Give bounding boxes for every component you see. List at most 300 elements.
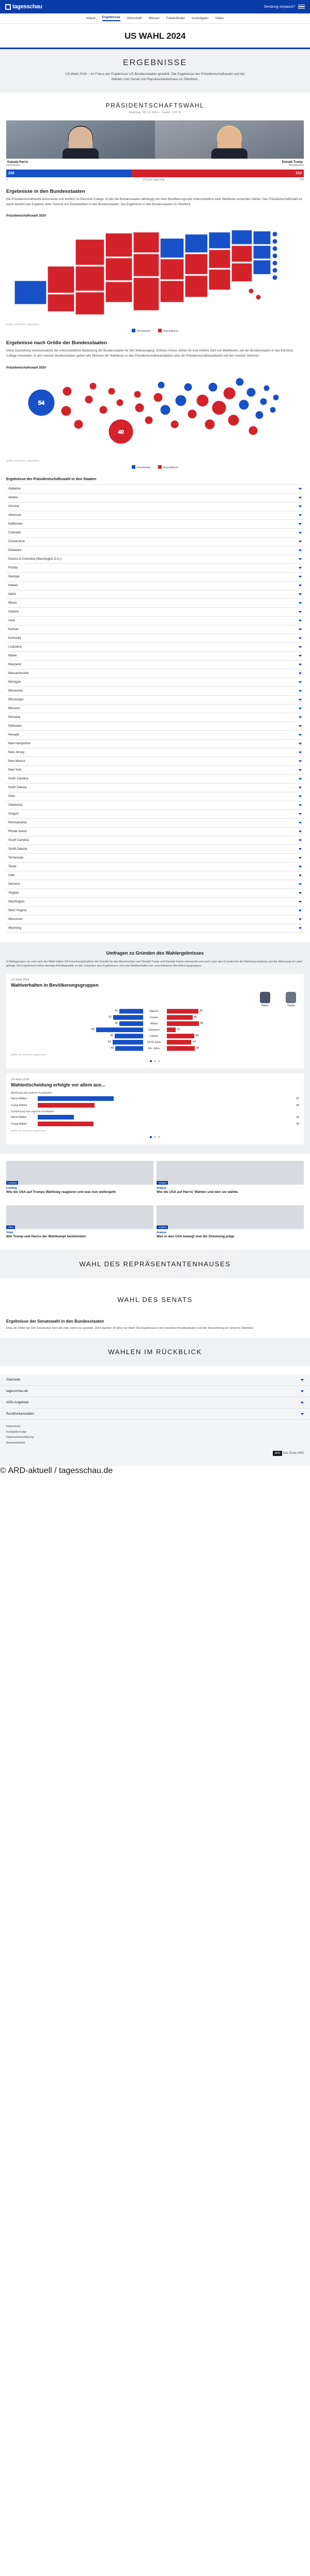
senate-note [0, 1314, 310, 1331]
voting-behaviour-row [11, 1034, 299, 1038]
decision-row-label: Harris-Wähler [11, 1115, 27, 1119]
chevron-down-icon [299, 655, 302, 657]
decision-row-label: Harris-Wähler [11, 1097, 27, 1100]
decision-bar [38, 1122, 94, 1126]
footer-copyright: © ARD-aktuell / tagesschau.de [0, 1466, 113, 1476]
harris-bar-wrap [11, 1009, 143, 1014]
main-nav [0, 13, 310, 24]
map-legend-2 [0, 462, 310, 469]
state-accordion-label: Virginia [8, 891, 19, 895]
trump-bar-wrap [167, 1021, 299, 1026]
state-accordion-item[interactable] [6, 819, 304, 827]
decision-reason-chart [11, 1092, 299, 1126]
state-accordion-label: Utah [8, 873, 15, 877]
state-accordion-item[interactable] [6, 581, 304, 590]
poll-carousel-dots[interactable] [11, 1056, 299, 1062]
trump-bar [167, 1009, 198, 1014]
chevron-down-icon [299, 532, 302, 534]
polls-band [0, 942, 310, 1154]
polls-text: In Befragungen vor und nach der Wahl haben US-Forschungsinstitute die Gründe für das Abschneiden von Donald Trump und Kamala Harris untersucht und auch nach den Gründen für die Wahlentscheidung und die Stimmung im Land gefragt. Die Ergebnisse hellen wichtige Anhaltspunkte zu den Ursachen des Ergebnisses und zum Wahlverhalten der verschiedenen Bevölkerungsgruppen. [6, 960, 302, 968]
category-label: 65+ Jahre [148, 1047, 160, 1050]
teaser-3[interactable] [157, 1205, 304, 1239]
presidential-header [0, 93, 310, 116]
trump-bar-wrap [167, 1028, 299, 1032]
state-accordion-label: North Carolina [8, 777, 28, 780]
chevron-down-icon [301, 1379, 304, 1381]
chevron-down-icon [299, 787, 302, 789]
candidate-harris-photo [6, 120, 155, 159]
chevron-down-icon [299, 918, 302, 921]
decision-bar [38, 1115, 74, 1120]
state-accordion-label: Ohio [8, 794, 15, 798]
state-accordion-label: Rhode Island [8, 830, 27, 833]
results-heading: ERGEBNISSE [122, 58, 188, 67]
ev-scale-mid: 270 zum Sieg nötig [142, 178, 165, 182]
house-band [0, 1250, 310, 1278]
chevron-down-icon [299, 769, 302, 771]
menu-icon[interactable] [298, 5, 305, 9]
footer-meta-3[interactable]: Barrierefreiheit [6, 1441, 25, 1445]
state-accordion-label: Kalifornien [8, 522, 23, 526]
carousel-dot-2[interactable] [154, 1060, 156, 1062]
decision-reason-row [11, 1115, 299, 1120]
carousel2-dot-3[interactable] [158, 1136, 160, 1138]
chevron-down-icon [299, 497, 302, 499]
state-accordion-item[interactable] [6, 863, 304, 871]
teaser-1-kicker: Analyse [157, 1187, 167, 1190]
size-textblock [0, 333, 310, 361]
missed-broadcast-link[interactable]: Sendung verpasst? [264, 5, 295, 9]
state-accordion-item[interactable] [6, 529, 304, 538]
footer-link-0-label: Startseite [6, 1378, 21, 1382]
voting-behaviour-chart [11, 1009, 299, 1051]
state-accordion-label: South Dakota [8, 847, 27, 851]
footer-meta-0[interactable]: Impressum [6, 1425, 21, 1429]
state-accordion-item[interactable] [6, 678, 304, 687]
category-label: Frauen [150, 1016, 158, 1019]
teaser-2-badge: Video [6, 1225, 15, 1229]
teaser-0-thumb [6, 1161, 153, 1185]
state-accordion-label: Georgia [8, 575, 20, 578]
state-accordion-item[interactable] [6, 871, 304, 880]
state-accordion-item[interactable] [6, 784, 304, 792]
results-intro-text: US-Wahl 2024 – Im Fokus der Ergebnisse US-Bundesstaaten gewählt. Die Ergebnisse der Präsidentschaftswahl und der Wahlen zum Senat und Repräsentantenhaus im Überblick. [65, 72, 245, 82]
state-accordion-label: North Dakota [8, 786, 27, 789]
state-accordion-item[interactable] [6, 845, 304, 854]
us-map-svg [6, 219, 304, 322]
category-label: 18-29 Jahre [147, 1040, 161, 1044]
chevron-down-icon [299, 699, 302, 701]
state-accordion-label: Nevada [8, 733, 19, 737]
state-accordion-label: Idaho [8, 592, 17, 596]
decision-bar [38, 1103, 95, 1108]
chevron-down-icon [299, 514, 302, 516]
state-accordion-item[interactable] [6, 564, 304, 573]
footer-link-3[interactable] [0, 1408, 310, 1420]
legend2-republicans: Republikaner [158, 465, 178, 469]
state-accordion-item[interactable] [6, 696, 304, 704]
decision-row-label: Trump-Wähler [11, 1103, 27, 1107]
state-accordion-item[interactable] [6, 546, 304, 555]
states-heading: Ergebnisse in den Bundesstaaten [6, 189, 85, 195]
state-accordion-item[interactable] [6, 608, 304, 617]
chevron-down-icon [299, 734, 302, 736]
decision-value: 67 [296, 1097, 299, 1100]
presidential-subtitle: Wahltag: 05.11.2024 / Stand: 100 % [129, 111, 181, 115]
footer-link-1-label: tagesschau.de [6, 1389, 28, 1393]
harris-bar-wrap [11, 1015, 143, 1020]
teaser-0-badge: Liveblog [6, 1181, 18, 1185]
site-logo[interactable] [5, 4, 42, 10]
size-text: Diese Darstellung veranschaulicht die unterschiedliche Bedeutung der Bundesstaaten für den Wahlausgang. Größere Kreise stehen für eine höhere Zahl von Wahlleuten, die der Bundesstaaten in das Electoral College entsenden. In den meisten Bundesstaaten gehen alle Stimmen der Wahlleute an den Präsidentschaftskandidaten oder die Präsidentschaftskandidatin mit den meisten Stimmen. [6, 349, 293, 358]
harris-value: 53 [109, 1016, 112, 1019]
chevron-down-icon [299, 681, 302, 683]
state-accordion-item[interactable] [6, 801, 304, 810]
senate-title: WAHL DES SENATS [117, 1295, 193, 1304]
chevron-down-icon [299, 523, 302, 525]
teaser-0-title: Wie die USA auf Trumps Wahlsieg reagieren und was nun weitergeht [6, 1190, 116, 1194]
senate-note-heading: Ergebnisse der Senatswahl in den Bundesstaaten [6, 1318, 104, 1324]
candidate-trump-photo [155, 120, 304, 159]
state-accordion-label: Pennsylvania [8, 821, 27, 824]
chevron-down-icon [299, 848, 302, 850]
ev-bar-trump: 312 [131, 170, 304, 177]
nav-item-ergebnisse[interactable]: Ergebnisse [102, 16, 120, 21]
decision-reason-row [11, 1122, 299, 1126]
footer-meta [0, 1420, 310, 1446]
teaser-0[interactable] [6, 1161, 153, 1195]
harris-value: 42 [115, 1022, 118, 1025]
state-accordion-item[interactable] [6, 669, 304, 678]
map-caption-1: Präsidentschaftswahl 2024 [6, 214, 46, 218]
chevron-down-icon [299, 778, 302, 780]
teaser-2[interactable] [6, 1205, 153, 1239]
teaser-2-title: Wie Trump und Harris der Wahlkampf bestimmten [6, 1234, 86, 1238]
state-accordion-label: District of Columbia (Washington D.C.) [8, 557, 61, 561]
category-label: Schwarze [148, 1028, 160, 1032]
chevron-down-icon [299, 672, 302, 674]
chevron-down-icon [299, 708, 302, 710]
chevron-down-icon [299, 690, 302, 692]
map-source-2: Quelle: AP/Reuters, tagesschau [6, 459, 39, 462]
teaser-3-badge: Analyse [157, 1225, 168, 1229]
state-accordion-item[interactable] [6, 740, 304, 748]
harris-bar-wrap [11, 1046, 143, 1051]
chevron-down-icon [299, 875, 302, 877]
chevron-down-icon [301, 1402, 304, 1404]
chevron-down-icon [299, 725, 302, 727]
state-accordion-item[interactable] [6, 836, 304, 845]
state-accordion-item[interactable] [6, 722, 304, 731]
footer-link-0[interactable] [0, 1374, 310, 1386]
state-accordion-label: Montana [8, 715, 21, 719]
state-accordion-label: Delaware [8, 548, 22, 552]
poll-card1-title: Wahlverhalten in Bevölkerungsgruppen [11, 983, 99, 988]
teaser-2-thumb [6, 1205, 153, 1229]
poll-card-voting-behaviour [6, 974, 304, 1068]
decision-group-label: Zustimmung zum eigenen Kandidaten [11, 1110, 55, 1114]
nav-item-5[interactable]: Investigativ [192, 17, 209, 20]
chevron-down-icon [299, 901, 302, 903]
state-accordion-item[interactable] [6, 590, 304, 599]
state-accordion-item[interactable] [6, 643, 304, 652]
map-source-1: Quelle: AP/Reuters, tagesschau [6, 323, 39, 326]
state-accordion-label: Oregon [8, 812, 19, 816]
chevron-down-icon [299, 505, 302, 508]
chevron-down-icon [299, 646, 302, 648]
state-accordion-label: Missouri [8, 707, 20, 710]
state-accordion-item[interactable] [6, 511, 304, 520]
voting-behaviour-row [11, 1009, 299, 1014]
state-accordion-label: Arkansas [8, 513, 22, 517]
states-textblock [0, 181, 310, 209]
trump-bar-wrap [167, 1040, 299, 1045]
chevron-down-icon [299, 567, 302, 569]
footer-link-2-label: ARD-Angebote [6, 1401, 29, 1405]
chevron-down-icon [299, 541, 302, 543]
state-accordion-label: Mississippi [8, 698, 24, 701]
state-accordion-item[interactable] [6, 573, 304, 581]
chevron-down-icon [299, 743, 302, 745]
state-accordion-label: Louisiana [8, 645, 22, 649]
chevron-down-icon [299, 813, 302, 815]
state-accordion-item[interactable] [6, 652, 304, 661]
state-accordion-item[interactable] [6, 538, 304, 546]
poll-card1-source: Quelle: AP VoteCast | tagesschau [11, 1053, 46, 1056]
state-accordion-label: Oklahoma [8, 803, 23, 807]
state-accordion-item[interactable] [6, 634, 304, 643]
state-accordion-item[interactable] [6, 827, 304, 836]
logo-mark-icon [5, 4, 11, 10]
nav-item-0[interactable]: Inland [86, 17, 96, 20]
state-accordion-item[interactable] [6, 898, 304, 907]
decision-row-label: Trump-Wähler [11, 1122, 27, 1126]
overview-title: WAHLEN IM RÜCKBLICK [108, 1348, 202, 1356]
presidential-title: PRÄSIDENTSCHAFTSWAHL [105, 102, 205, 110]
chevron-down-icon [299, 822, 302, 824]
teaser-1-thumb [157, 1161, 304, 1185]
state-accordion-label: New Hampshire [8, 742, 30, 745]
state-accordion-label: Wyoming [8, 926, 21, 930]
state-accordion-label: Kansas [8, 627, 19, 631]
state-accordion-label: Alaska [8, 496, 18, 499]
voting-behaviour-row [11, 1040, 299, 1045]
chevron-down-icon [299, 831, 302, 833]
state-accordion-item[interactable] [6, 924, 304, 933]
state-accordion-label: Kentucky [8, 636, 21, 640]
state-accordion-item[interactable] [6, 687, 304, 696]
category-label: Weiße [150, 1022, 158, 1025]
carousel-dot-3[interactable] [158, 1060, 160, 1062]
harris-bar [113, 1040, 143, 1045]
state-accordion-label: New Jersey [8, 750, 25, 754]
chevron-down-icon [299, 602, 302, 604]
state-accordion-item[interactable] [6, 810, 304, 819]
state-accordion-item[interactable] [6, 494, 304, 502]
state-accordion-item[interactable] [6, 792, 304, 801]
state-accordion-item[interactable] [6, 555, 304, 564]
us-choropleth-map[interactable] [6, 219, 304, 322]
state-accordion-item[interactable] [6, 757, 304, 766]
state-accordion-item[interactable] [6, 854, 304, 863]
teaser-row-1 [0, 1154, 310, 1198]
senate-note-text: Etwa ein Drittel der 100 Senatssitze wird alle zwei Jahre neu gewählt. 2024 standen 34 Sitze zur Wahl. Die Ergebnisse in den einzelnen Bundesstaaten und die Sitzverteilung im Senat im Überblick. [6, 1326, 254, 1330]
state-accordion-label: Maryland [8, 663, 21, 666]
polls-heading: Umfragen zu Gründen des Wahlergebnisses [106, 950, 204, 956]
state-accordion-label: Maine [8, 654, 17, 657]
state-accordion-label: Hawaii [8, 584, 18, 587]
map-legend-1 [0, 326, 310, 333]
chevron-down-icon [301, 1390, 304, 1392]
trump-value: 45 [194, 1016, 197, 1019]
chevron-down-icon [299, 549, 302, 551]
state-accordion-item[interactable] [6, 915, 304, 924]
chevron-down-icon [299, 892, 302, 894]
decision-value: 49 [296, 1122, 299, 1126]
svg-text:54: 54 [38, 400, 45, 406]
harris-value: 54 [108, 1040, 111, 1044]
state-accordion-item[interactable] [6, 889, 304, 898]
nav-item-2[interactable]: Wirtschaft [127, 17, 142, 20]
size-heading: Ergebnisse nach Größe der Bundesstaaten [6, 340, 107, 346]
states-text: Die Präsidentschaftswahl entscheidet sich letztlich im Electoral College. In das die Bundesstaaten abhängig von ihrer Bevölkerungszahl unterschiedlich viele Wahlleute entsenden dürfen. Das Präsidentschaftswahl ist damit letztlich das Ergebnis einer Summe von Einzelwahlen in den Bundesstaaten. Die Ergebnisse in den Bundesstaaten im Überblick. [6, 198, 302, 206]
decision-reason-row [11, 1096, 299, 1101]
harris-bar-wrap [11, 1040, 143, 1045]
poll-card1-trump-head: Trump [286, 992, 296, 1007]
state-accordion-label: New York [8, 768, 22, 772]
trump-bar [167, 1028, 176, 1032]
harris-bar-wrap [11, 1021, 143, 1026]
harris-bar [119, 1021, 143, 1026]
poll-card-decision-reason [6, 1074, 304, 1144]
state-accordion-item[interactable] [6, 748, 304, 757]
state-accordion-item[interactable] [6, 625, 304, 634]
carousel2-dot-2[interactable] [154, 1136, 156, 1138]
state-accordion-item[interactable] [6, 485, 304, 494]
footer-meta-1[interactable]: Kontaktformular [6, 1430, 26, 1434]
state-accordion-item[interactable] [6, 704, 304, 713]
us-bubble-map[interactable] [6, 371, 304, 458]
trump-value: 48 [195, 1034, 199, 1038]
state-accordion-label: South Carolina [8, 838, 29, 842]
chevron-down-icon [299, 857, 302, 859]
ev-bar-harris: 226 [6, 170, 131, 177]
state-accordion-item[interactable] [6, 661, 304, 669]
chevron-down-icon [301, 1413, 304, 1415]
state-accordion-item[interactable] [6, 617, 304, 625]
house-title: WAHL DES REPRÄSENTANTENHAUSES [79, 1260, 231, 1268]
candidate-trump [155, 120, 304, 167]
teaser-3-thumb [157, 1205, 304, 1229]
footer-link-1[interactable] [0, 1386, 310, 1397]
trump-bar [167, 1021, 199, 1026]
chevron-down-icon [299, 637, 302, 639]
map-caption-2: Präsidentschaftswahl 2024 [6, 366, 46, 370]
state-accordion-item[interactable] [6, 599, 304, 608]
state-accordion-label: Tennessee [8, 856, 24, 860]
teaser-1[interactable] [157, 1161, 304, 1195]
states-accordion [6, 484, 304, 933]
trump-value: 43 [193, 1040, 196, 1044]
legend-democrats: Demokraten [132, 329, 151, 333]
state-accordion-label: Michigan [8, 680, 21, 684]
trump-value: 15 [177, 1028, 180, 1032]
trump-bar-wrap [167, 1015, 299, 1020]
nav-item-6[interactable]: Video [215, 17, 224, 20]
state-accordion-item[interactable] [6, 502, 304, 511]
chevron-down-icon [299, 558, 302, 560]
chevron-down-icon [299, 795, 302, 798]
state-accordion-label: Alabama [8, 487, 21, 490]
state-accordion-label: Washington [8, 900, 25, 903]
state-accordion-item[interactable] [6, 880, 304, 889]
state-accordion-item[interactable] [6, 520, 304, 529]
state-accordion-label: New Mexico [8, 759, 25, 763]
footer [0, 1374, 310, 1466]
footer-link-3-label: Rundfunkanstalten [6, 1412, 35, 1416]
chevron-down-icon [299, 620, 302, 622]
page-title: US WAHL 2024 [124, 31, 186, 41]
state-accordion-item[interactable] [6, 775, 304, 784]
candidate-harris-party: Demokraten [6, 164, 21, 167]
harris-bar [115, 1034, 143, 1038]
trump-bar [167, 1040, 191, 1045]
chevron-down-icon [299, 611, 302, 613]
carousel2-dot-1[interactable] [150, 1136, 152, 1138]
footer-brand-label: Das Erste ARD [283, 1452, 304, 1455]
ard-logo-icon: ARD [273, 1451, 282, 1456]
carousel-dot-1[interactable] [150, 1060, 152, 1062]
footer-link-2[interactable] [0, 1397, 310, 1408]
poll-card2-source: Quelle: AP VoteCast | tagesschau [11, 1129, 46, 1132]
poll-carousel-dots-2[interactable] [11, 1132, 299, 1138]
harris-bar [115, 1046, 143, 1051]
state-accordion-label: West Virginia [8, 909, 27, 912]
nav-item-4[interactable]: Faktenfinder [166, 17, 185, 20]
category-label: Latinos [149, 1034, 159, 1038]
overview-band [0, 1338, 310, 1366]
trump-value: 55 [199, 1009, 203, 1013]
trump-value: 49 [196, 1047, 199, 1050]
decision-reason-row [11, 1103, 299, 1108]
chevron-down-icon [299, 883, 302, 885]
trump-bar [167, 1015, 193, 1020]
state-accordion-item[interactable] [6, 731, 304, 740]
voting-behaviour-row [11, 1021, 299, 1026]
chevron-down-icon [299, 866, 302, 868]
state-accordion-item[interactable] [6, 713, 304, 722]
logo-text: tagesschau [12, 4, 42, 10]
state-accordion-label: Vermont [8, 882, 20, 886]
teaser-0-kicker: Liveblog [6, 1187, 17, 1190]
chevron-down-icon [299, 664, 302, 666]
harris-value: 50 [110, 1034, 113, 1038]
decision-bar-track [38, 1103, 292, 1108]
electoral-vote-bar [6, 170, 304, 177]
trump-bar-wrap [167, 1009, 299, 1014]
chevron-down-icon [299, 585, 302, 587]
decision-group-label: Ablehnung des anderen Kandidaten [11, 1092, 52, 1095]
harris-value: 49 [111, 1047, 114, 1050]
state-accordion-item[interactable] [6, 907, 304, 915]
state-accordion-label: Indiana [8, 610, 19, 614]
chevron-down-icon [299, 488, 302, 490]
voting-behaviour-row [11, 1046, 299, 1051]
nav-item-3[interactable]: Wissen [148, 17, 160, 20]
state-accordion-item[interactable] [6, 766, 304, 775]
trump-bar-wrap [167, 1034, 299, 1038]
footer-meta-2[interactable]: Datenschutzerklärung [6, 1436, 34, 1439]
